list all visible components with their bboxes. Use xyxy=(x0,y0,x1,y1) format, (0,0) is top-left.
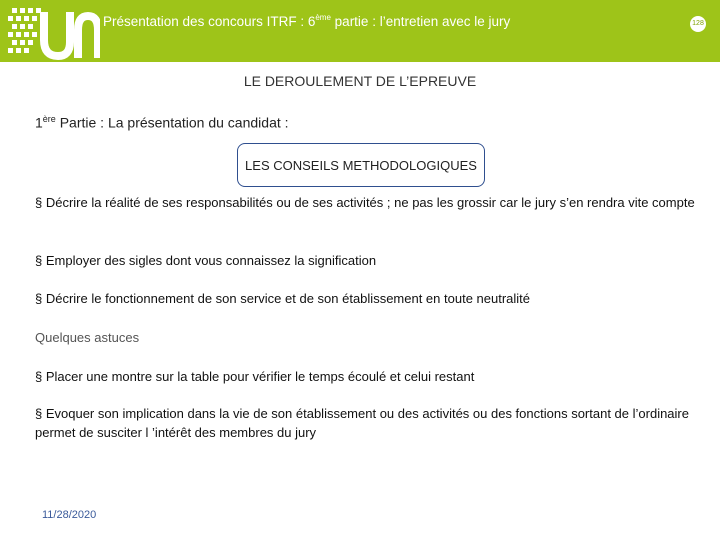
astuces-heading: Quelques astuces xyxy=(35,330,140,345)
part-title: 1ère Partie : La présentation du candidat : xyxy=(35,114,289,131)
page-number-badge: 128 xyxy=(690,16,706,32)
astuce-item: § Evoquer son implication dans la vie de son établissement ou des activités ou des fonctions sortant de l’ordinaire permet de susciter l ’intérêt des membres du jury xyxy=(35,406,689,440)
conseils-box-label: LES CONSEILS METHODOLOGIQUES xyxy=(245,157,477,173)
conseil-item: § Décrire le fonctionnement de son service et de son établissement en toute neutralité xyxy=(35,291,531,306)
university-logo xyxy=(8,6,100,60)
conseils-methodologiques-box xyxy=(237,143,485,187)
header-bar xyxy=(0,0,720,62)
conseil-item: § Décrire la réalité de ses responsabilités ou de ses activités ; ne pas les grossir car le jury s’en rendra vite compte xyxy=(35,195,695,210)
footer-date: 11/28/2020 xyxy=(42,509,97,521)
conseil-item: § Employer des sigles dont vous connaissez la signification xyxy=(35,253,377,268)
section-title: LE DEROULEMENT DE L’EPREUVE xyxy=(243,73,477,89)
astuce-item: § Placer une montre sur la table pour vérifier le temps écoulé et celui restant xyxy=(35,369,475,384)
presentation-title: Présentation des concours ITRF : 6ème partie : l’entretien avec le jury xyxy=(103,12,511,29)
